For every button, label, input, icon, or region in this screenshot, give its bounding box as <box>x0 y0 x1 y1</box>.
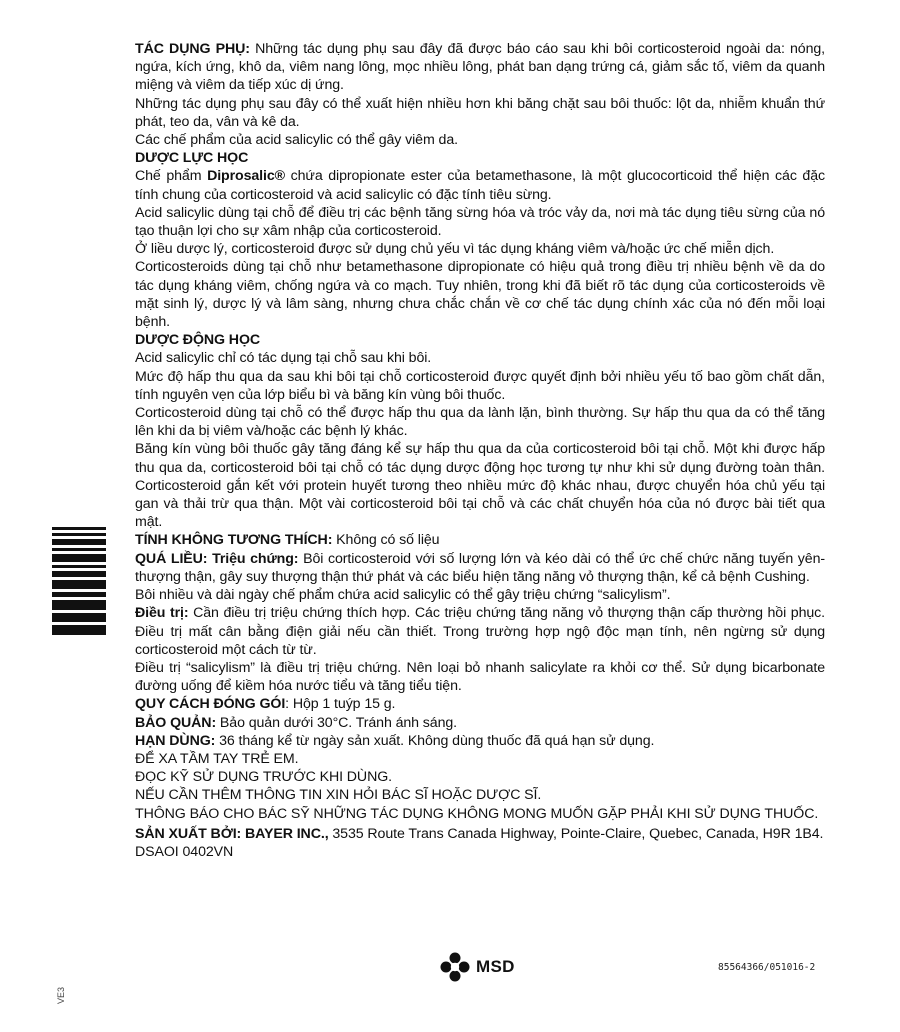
brand-name: Diprosalic® <box>207 168 286 185</box>
overdose-treatment <box>135 604 825 659</box>
packaging-line <box>135 695 825 713</box>
warning-line: ĐỂ XA TẦM TAY TRẺ EM. <box>135 750 299 767</box>
storage-text: Bảo quản dưới 30°C. Tránh ánh sáng. <box>216 714 458 731</box>
treatment-text: Cần điều trị triệu chứng thích hợp. Các triệu chứng tăng năng vỏ thượng thận cấp thường hồi phục. Điều trị mất cân bằng điện giải nếu cần thiết. Trong trường hợp ngộ độc mạn tính, nên ngừng sử dụng corticosteroid một cách từ từ. <box>135 605 825 658</box>
warning-line: NẾU CẦN THÊM THÔNG TIN XIN HỎI BÁC SĨ HOẶC DƯỢC SĨ. <box>135 787 542 804</box>
storage-label: BẢO QUẢN: <box>135 714 217 731</box>
document-code: DSAOI 0402VN <box>135 843 234 860</box>
pharmacode-bars <box>52 527 106 638</box>
pharmacokinetics-p4: Băng kín vùng bôi thuốc gây tăng đáng kể sự hấp thu qua da của corticosteroid bôi tại chỗ. Một khi được hấp thu qua da, corticosteroid bôi tại chỗ có tác dụng dược động học tương tự như khi sử dụng đường toàn thân. Corticosteroid gắn kết với protein huyết tương theo nhiều mức độ khác nhau, được chuyển hóa chủ yếu tại gan và thải trừ qua thận. Một vài corticosteroid bôi tại chỗ và các chất chuyển hóa của nó được bài tiết qua mật. <box>135 441 825 531</box>
pharmacodynamics-p2: Acid salicylic dùng tại chỗ để điều trị các bệnh tăng sừng hóa và tróc vảy da, nơi mà tác dụng tiêu sừng của nó tạo thuận lợi cho sự xâm nhập của corticosteroid. <box>135 204 825 240</box>
side-effects-heading: TÁC DỤNG PHỤ: <box>135 41 250 57</box>
manufacturer-address: 3535 Route Trans Canada Highway, Pointe-Claire, Quebec, Canada, H9R 1B4. <box>328 825 824 842</box>
incompatibility-text: Không có số liệu <box>332 532 440 549</box>
pharmacokinetics-p3: Corticosteroid dùng tại chỗ có thể được hấp thu qua da lành lặn, bình thường. Sự hấp thu qua da có thể tăng lên khi da bị viêm và/hoặc các bệnh lý khác. <box>135 405 825 440</box>
pd-p1-pre: Chế phẩm <box>135 168 208 185</box>
pharmacokinetics-p2: Mức độ hấp thu qua da sau khi bôi tại chỗ corticosteroid được quyết định bởi nhiều yếu tố bao gồm chất dẫn, tính nguyên vẹn của lớp biểu bì và băng kín vùng bôi thuốc. <box>135 368 825 403</box>
packaging-label: QUY CÁCH ĐÓNG GÓI <box>135 696 286 713</box>
overdose-label: QUÁ LIỀU: Triệu chứng: <box>135 550 299 567</box>
incompatibility-label: TÍNH KHÔNG TƯƠNG THÍCH: <box>135 532 333 549</box>
side-effects-text: Những tác dụng phụ sau đây đã được báo cáo sau khi bôi corticosteroid ngoài da: nóng, ngứa, kích ứng, khô da, viêm nang lông, mọc nhiều lông, phát ban dạng trứng cá, giảm sắc tố, viêm da quanh miệng và viêm da tiếp xúc dị ứng. <box>135 41 825 94</box>
overdose-p1 <box>135 550 825 586</box>
pharmacokinetics-heading: DƯỢC ĐỘNG HỌC <box>135 332 261 349</box>
pharmacodynamics-p3: Ở liều dược lý, corticosteroid được sử dụng chủ yếu vì tác dụng kháng viêm và/hoặc ức chế miễn dịch. <box>135 241 775 258</box>
leaflet-text <box>135 40 825 861</box>
side-effects-p3: Các chế phẩm của acid salicylic có thể gây viêm da. <box>135 132 458 149</box>
side-effects-p1 <box>135 40 825 95</box>
overdose-text: Bôi corticosteroid với số lượng lớn và kéo dài có thể ức chế chức năng tuyến yên-thượng thận, gây suy thượng thận thứ phát và các biểu hiện tăng năng vỏ thượng thận, kể cả bệnh Cushing. <box>135 550 825 585</box>
overdose-p3: Điều trị “salicylism” là điều trị triệu chứng. Nên loại bỏ nhanh salicylate ra khỏi cơ thể. Sử dụng bicarbonate đường uống để kiềm hóa nước tiểu và tăng tiểu tiện. <box>135 659 825 695</box>
side-code: VE3 <box>56 986 66 1004</box>
overdose-p2: Bôi nhiều và dài ngày chế phẩm chứa acid salicylic có thể gây triệu chứng “salicylism”. <box>135 587 671 604</box>
warning-line: THÔNG BÁO CHO BÁC SỸ NHỮNG TÁC DỤNG KHÔNG MONG MUỐN GẶP PHẢI KHI SỬ DỤNG THUỐC. <box>135 805 819 822</box>
warning-line: ĐỌC KỸ SỬ DỤNG TRƯỚC KHI DÙNG. <box>135 769 393 786</box>
pharmacodynamics-heading: DƯỢC LỰC HỌC <box>135 150 249 167</box>
manufacturer-label: SẢN XUẤT BỞI: BAYER INC., <box>135 825 329 842</box>
storage-line <box>135 714 825 732</box>
print-code: 85564366/051016-2 <box>718 962 816 973</box>
packaging-text: : Hộp 1 tuýp 15 g. <box>285 696 396 713</box>
pd-p1-post: chứa dipropionate ester của betamethasone, là một glucocorticoid thể hiện các đặc tính chung của corticosteroid và acid salicylic có đặc tính tiêu sừng. <box>135 168 826 203</box>
manufacturer-line <box>135 825 825 843</box>
pharmacodynamics-p1 <box>135 167 825 203</box>
pharmacodynamics-p4: Corticosteroids dùng tại chỗ như betamethasone dipropionate có hiệu quả trong điều trị nhiều bệnh về da do tác dụng kháng viêm, chống ngứa và co mạch. Tuy nhiên, trong khi đã biết rõ tác dụng của corticosteroids về mặt sinh lý, dược lý và lâm sàng, nhưng chưa chắc chắn về cơ chế tác dụng chính xác của nó đến mỗi loại bệnh. <box>135 259 825 331</box>
side-effects-p2: Những tác dụng phụ sau đây có thể xuất hiện nhiều hơn khi băng chặt sau bôi thuốc: lột da, nhiễm khuẩn thứ phát, teo da, vân và kê da. <box>135 95 825 130</box>
pharmacokinetics-p1: Acid salicylic chỉ có tác dụng tại chỗ sau khi bôi. <box>135 350 432 367</box>
incompatibility-line <box>135 531 825 549</box>
shelf-life-text: 36 tháng kể từ ngày sản xuất. Không dùng thuốc đã quá hạn sử dụng. <box>215 732 655 749</box>
treatment-label: Điều trị: <box>135 605 189 622</box>
msd-logo-text: MSD <box>476 957 515 976</box>
shelf-life-line <box>135 732 825 750</box>
shelf-life-label: HẠN DÙNG: <box>135 732 216 749</box>
msd-logo-icon <box>440 952 470 982</box>
msd-logo <box>440 952 515 982</box>
